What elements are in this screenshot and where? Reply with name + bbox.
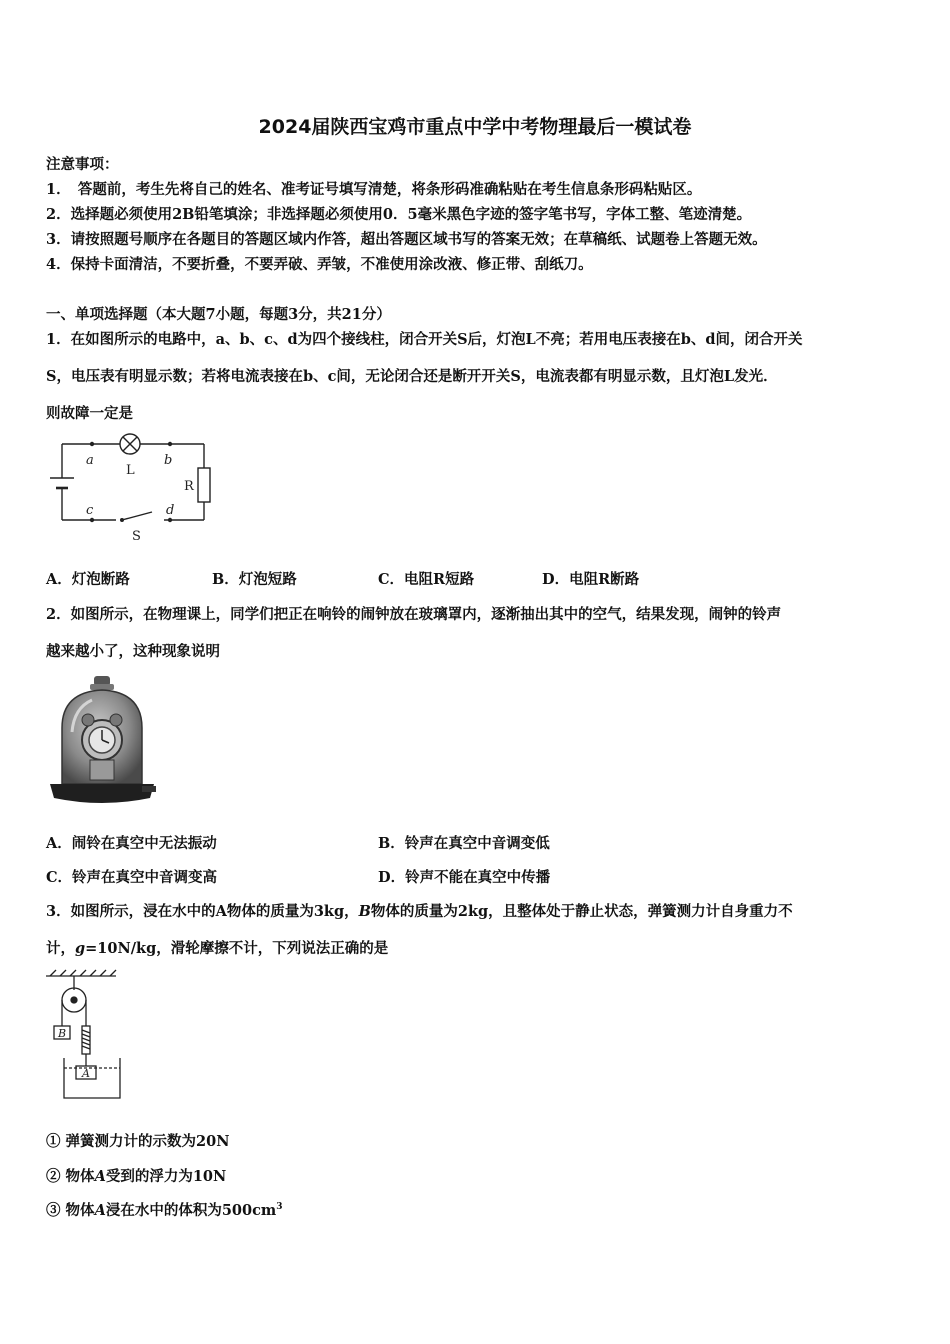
q3-line2-part-b: g [75,940,86,957]
q3-line1-part-c: 物体的质量为2kg，且整体处于静止状态，弹簧测力计自身重力不 [370,903,793,920]
q2-option-a: A．闹铃在真空中无法振动 [46,835,217,852]
label-b: b [164,453,173,468]
notice-item-2: 2．选择题必须使用2B铅笔填涂；非选择题必须使用0．5毫米黑色字迹的签字笔书写，字体工整、笔迹清楚。 [46,206,752,223]
q3-s2-part-c: 受到的浮力为10N [105,1168,227,1185]
label-L: L [126,463,135,478]
q1-option-a: A．灯泡断路 [46,571,130,588]
label-c: c [86,503,94,518]
q3-statement-1: ① 弹簧测力计的示数为20N [46,1133,230,1150]
bell-jar-image [46,672,158,812]
label-A: A [82,1067,90,1080]
q2-option-b: B．铃声在真空中音调变低 [378,835,550,852]
q3-statement-3 [46,1199,283,1220]
q2-option-d: D．铃声不能在真空中传播 [378,869,551,886]
q2-text-line-1: 2．如图所示，在物理课上，同学们把正在响铃的闹钟放在玻璃罩内，逐渐抽出其中的空气，结果发现，闹钟的铃声 [46,606,782,623]
section-heading: 一、单项选择题（本大题7小题，每题3分，共21分） [46,306,391,323]
label-S: S [132,529,141,544]
q3-text-line-2 [46,937,906,958]
q2-option-c: C．铃声在真空中音调变高 [46,869,218,886]
q3-text-line-1 [46,900,906,921]
q3-s3-superscript: 3 [276,1202,283,1213]
page-title: 2024届陕西宝鸡市重点中学中考物理最后一模试卷 [258,116,692,138]
label-a: a [86,453,94,468]
q3-s2-part-a: ② 物体 [46,1168,95,1185]
circuit-diagram [44,432,219,547]
q1-option-d: D．电阻R断路 [542,571,640,588]
label-B: B [58,1027,67,1040]
label-R: R [184,479,194,494]
q1-text-line-2: S，电压表有明显示数；若将电流表接在b、c间，无论闭合还是断开开关S，电流表都有明显示数，且灯泡L发光． [46,368,778,385]
notice-item-3: 3．请按照题号顺序在各题目的答题区域内作答，超出答题区域书写的答案无效；在草稿纸、试题卷上答题无效。 [46,231,767,248]
notice-item-4: 4．保持卡面清洁，不要折叠，不要弄破、弄皱，不准使用涂改液、修正带、刮纸刀。 [46,256,593,273]
q3-line1-part-a: 3．如图所示，浸在水中的A物体的质量为3kg， [46,903,359,920]
q2-text-line-2: 越来越小了，这种现象说明 [46,643,220,660]
notice-item-1: 1． 答题前，考生先将自己的姓名、准考证号填写清楚，将条形码准确粘贴在考生信息条形码粘贴区。 [46,181,702,198]
q3-statement-2 [46,1165,226,1186]
q3-s3-part-c: 浸在水中的体积为500cm [105,1202,277,1219]
q3-line2-part-c: =10N/kg，滑轮摩擦不计，下列说法正确的是 [85,940,389,957]
q1-text-line-1: 1．在如图所示的电路中，a、b、c、d为四个接线柱，闭合开关S后，灯泡L不亮；若用电压表接在b、d间，闭合开关 [46,331,803,348]
q3-line2-part-a: 计， [46,940,75,957]
q1-option-c: C．电阻R短路 [378,571,475,588]
pulley-diagram [44,968,126,1104]
q1-option-b: B．灯泡短路 [212,571,297,588]
notice-heading: 注意事项： [46,156,119,173]
q3-line1-part-b: B [358,903,371,920]
q3-s3-part-a: ③ 物体 [46,1202,95,1219]
label-d: d [166,503,175,518]
q3-s3-part-b: A [94,1202,106,1219]
q3-s2-part-b: A [94,1168,106,1185]
q1-text-line-3: 则故障一定是 [46,405,133,422]
